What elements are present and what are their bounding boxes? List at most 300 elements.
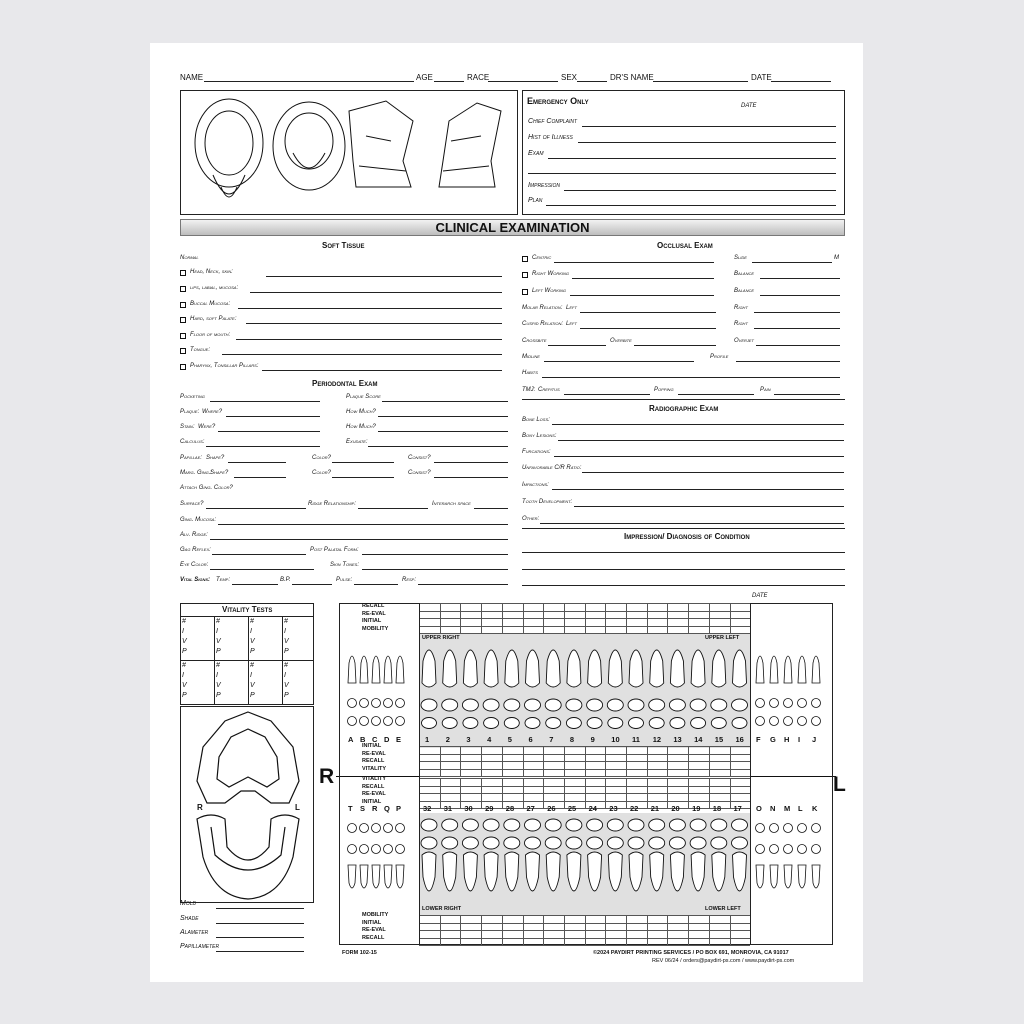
soft-tissue-checkbox[interactable] [180,302,186,308]
vitality-mark: I [216,672,218,679]
impression-label: Impression [528,182,560,189]
vitality-mark: I [182,672,184,679]
upper-tooth-lingual-icon [504,718,519,729]
upper-tooth-lingual-icon [608,718,623,729]
calculus-label: Calculus: [180,439,205,445]
radiographic-field[interactable] [574,506,844,507]
primary-lower-right-letter[interactable]: T [348,804,353,813]
mid-rows-lower-label: VITALITY [362,776,387,782]
chart-grid-col [626,778,627,808]
vitality-mark: I [182,628,184,635]
upper-tooth-side-icon [608,650,622,687]
upper-tooth-lingual-icon [711,718,726,729]
radiographic-field[interactable] [552,424,844,425]
soft-tissue-field[interactable] [250,292,502,293]
vitality-mark: P [250,648,255,655]
vitality-column-rule [248,616,249,705]
vitality-column-rule [214,616,215,705]
lower-tooth-number[interactable]: 25 [567,804,577,813]
radiographic-field[interactable] [540,523,844,524]
papillae-color-label: Color? [312,455,332,461]
marg-ging-shape-label: Shape? [210,470,229,476]
skin-tones-label: Skin Tones: [330,562,360,568]
periodontal-title: Periodontal Exam [312,379,378,388]
lower-tooth-occlusal-icon [628,837,644,849]
crossbite-label: Crossbite [522,338,547,344]
lower-tooth-facial-icon [669,819,685,831]
arch-r-label: R [197,803,203,812]
big-r-label: R [319,765,335,788]
soft-tissue-label: Tongue: [190,347,210,353]
chart-grid-col [481,603,482,633]
chart-grid-col [502,915,503,945]
date-label: DATE [751,73,772,82]
soft-tissue-label: Pharynx, Tonsillar Pillars: [190,363,259,369]
left-working-label: Left Working [532,288,567,294]
chart-grid-col [585,746,586,776]
primary-upper-occlusal-icon [798,699,807,708]
lower-tooth-facial-icon [649,819,665,831]
publisher-contact: REV 06/24 / orders@paydirt-ps.com / www.paydirt-ps.com [652,958,795,964]
vitality-mark: P [284,648,289,655]
chart-grid-col [481,915,482,945]
molar-relation-label: Molar Relation: [522,305,563,311]
primary-lower-left-letter[interactable]: K [812,804,818,813]
lower-tooth-number[interactable]: 31 [443,804,453,813]
upper-tooth-lingual-icon [649,718,664,729]
chart-grid-col [626,603,627,633]
lower-tooth-side-icon [712,852,726,891]
popping-label: Popping [654,387,674,393]
upper-tooth-occlusal-icon [525,699,541,711]
vitality-mark: # [284,662,288,669]
upper-tooth-number[interactable]: 3 [466,735,471,744]
lower-tooth-occlusal-icon [607,837,623,849]
age-label: AGE [416,73,433,82]
upper-tooth-occlusal-icon [483,699,499,711]
upper-tooth-occlusal-icon [587,699,603,711]
chart-grid-col [585,778,586,808]
marg-ging-label: Marg. Ging.: [180,470,213,476]
upper-tooth-number[interactable]: 4 [487,735,492,744]
upper-tooth-number[interactable]: 7 [549,735,554,744]
upper-rows-label: MOBILITY [362,625,389,632]
upper-tooth-side-icon [463,650,477,687]
chart-grid-col [564,778,565,808]
upper-tooth-number[interactable]: 8 [569,735,575,744]
soft-tissue-checkbox[interactable] [180,270,186,276]
vitality-mark: V [182,682,187,689]
cuspid-right-label: Right [734,321,748,327]
primary-lower-left-letter[interactable]: M [784,804,791,813]
chart-grid-col [688,915,689,945]
dr-name-label: DR'S NAME [610,73,654,82]
vitality-mark: P [216,648,221,655]
vitality-mark: P [182,692,187,699]
pocketing-label: Pocketing [180,394,205,400]
tmj-label: TMJ: [522,387,536,393]
chart-grid-col [543,603,544,633]
lower-tooth-side-icon [691,852,705,891]
soft-tissue-checkbox[interactable] [180,348,186,354]
chart-grid-col [460,915,461,945]
primary-upper-left-letter[interactable]: H [784,735,790,744]
upper-tooth-lingual-icon [442,718,457,729]
primary-upper-occlusal-icon [396,699,405,708]
upper-tooth-number[interactable]: 15 [714,735,724,744]
lower-tooth-number[interactable]: 22 [630,804,639,813]
lower-tooth-side-icon [650,852,664,891]
lower-tooth-number[interactable]: 28 [505,804,515,813]
upper-tooth-side-icon [443,650,457,687]
lower-tooth-number[interactable]: 20 [671,804,680,813]
chart-right-rule [750,603,751,945]
chart-grid-col [502,603,503,633]
lower-tooth-occlusal-icon [525,837,541,849]
sex-label: SEX [561,73,578,82]
upper-tooth-lingual-icon [484,718,499,729]
chart-grid-col [647,603,648,633]
radiographic-field[interactable] [552,489,844,490]
lower-tooth-number[interactable]: 24 [588,804,597,813]
primary-lower-right-letter[interactable]: S [360,804,366,813]
vitality-mark: V [182,638,187,645]
lower-tooth-side-icon [546,852,560,891]
bp-label: B.P. [280,577,291,583]
lower-tooth-facial-icon [483,819,499,831]
cuspid-left-label: Left [566,321,577,327]
lower-tooth-number[interactable]: 18 [712,804,722,813]
chart-grid-col [440,915,441,945]
denture-field[interactable] [216,923,304,924]
chart-grid-col [709,603,710,633]
radiographic-label: Other: [522,516,540,522]
primary-lower-tooth-icon [348,865,356,888]
upper-tooth-lingual-icon [587,718,602,729]
upper-tooth-number[interactable]: 2 [445,735,450,744]
primary-lower-tooth-icon [812,865,820,888]
soft-tissue-checkbox[interactable] [180,364,186,370]
chart-grid-col [626,746,627,776]
lower-tooth-number[interactable]: 32 [423,804,432,813]
primary-lower-right-letter[interactable]: P [396,804,402,813]
vitality-mark: # [250,618,254,625]
upper-tooth-lingual-icon [463,718,478,729]
lower-tooth-facial-icon [587,819,603,831]
primary-lower-tooth-icon [756,865,764,888]
primary-lower-left-letter[interactable]: L [798,804,803,813]
radiographic-field[interactable] [582,472,844,473]
upper-rows-label: INITIAL [362,618,382,624]
primary-upper-right-letter[interactable]: B [360,735,366,744]
upper-tooth-side-icon [650,650,664,687]
lower-tooth-number[interactable]: 27 [526,804,535,813]
primary-lower-right-letter[interactable]: R [372,804,378,813]
upper-tooth-number[interactable]: 10 [611,735,620,744]
primary-upper-left-letter[interactable]: I [798,735,801,744]
pulse-label: Pulse: [336,577,353,583]
lower-tooth-number[interactable]: 21 [650,804,660,813]
lower-tooth-number[interactable]: 23 [609,804,618,813]
soft-tissue-checkbox[interactable] [180,333,186,339]
arch-l-label: L [295,803,300,812]
lower-tooth-occlusal-icon [504,837,520,849]
vitality-mark: # [284,618,288,625]
radiographic-label: Bone Loss: [522,417,550,423]
chart-grid-row [419,633,750,634]
denture-field[interactable] [216,937,304,938]
chart-grid-col [667,603,668,633]
form-number: FORM 102-15 [342,950,377,956]
molar-right-label: Right [734,305,748,311]
primary-lower-facial-icon [812,824,821,833]
post-palatal-label: Post Palatal Form: [310,547,359,553]
soft-tissue-field[interactable] [236,339,502,340]
primary-upper-right-letter[interactable]: C [372,735,378,744]
emergency-title: Emergency Only [527,96,589,106]
primary-lower-occlusal-icon [348,845,357,854]
lower-tooth-occlusal-icon [566,837,582,849]
chart-grid-col [730,746,731,776]
chart-grid-col [523,746,524,776]
plan-label: Plan [528,197,543,204]
impression-diagnosis-title: Impression/ Diagnosis of Condition [624,532,750,541]
lower-tooth-side-icon [443,852,457,891]
upper-tooth-number[interactable]: 13 [673,735,682,744]
chart-grid-col [543,915,544,945]
lower-tooth-facial-icon [628,819,644,831]
lower-tooth-number[interactable]: 30 [464,804,473,813]
lower-tooth-occlusal-icon [442,837,458,849]
ridge-relationship-label: Ridge Relationship: [308,501,356,507]
exam-label: Exam [528,150,544,157]
primary-upper-occlusal-icon [756,699,765,708]
soft-tissue-field[interactable] [262,370,502,371]
chief-complaint-label: Chief Complaint [528,118,578,125]
primary-upper-left-letter[interactable]: F [756,735,761,744]
upper-tooth-number[interactable]: 14 [694,735,703,744]
lower-tooth-side-icon [588,852,602,891]
chart-grid-col [502,778,503,808]
radiographic-label: Impactions: [522,482,549,488]
mid-rows-upper-label: VITALITY [362,765,387,772]
upper-tooth-number[interactable]: 11 [632,735,640,744]
upper-tooth-lingual-icon [629,718,644,729]
primary-lower-facial-icon [384,824,393,833]
upper-tooth-lingual-icon [546,718,561,729]
teeth-diagram [150,43,863,982]
primary-lower-tooth-icon [384,865,392,888]
upper-tooth-lingual-icon [525,718,540,729]
primary-upper-right-letter[interactable]: A [348,735,354,744]
gag-reflex-label: Gag Reflex: [180,547,211,553]
chart-grid-col [460,746,461,776]
lower-tooth-facial-icon [545,819,561,831]
plaque-how-much-label: How Much? [346,409,376,415]
vitality-mark: V [250,682,255,689]
soft-tissue-checkbox[interactable] [180,317,186,323]
radiographic-field[interactable] [558,440,844,441]
vitality-mark: V [284,682,289,689]
chart-grid-col [564,915,565,945]
soft-tissue-field[interactable] [266,276,502,277]
primary-upper-tooth-icon [756,656,764,683]
chart-grid-col [543,778,544,808]
lower-left-label: LOWER LEFT [705,906,741,912]
primary-lower-left-letter[interactable]: N [770,804,776,813]
upper-tooth-number[interactable]: 1 [425,735,430,744]
lower-rows-label: MOBILITY [362,912,389,918]
primary-lower-occlusal-icon [770,845,779,854]
lower-tooth-side-icon [608,852,622,891]
chart-grid-col [523,778,524,808]
vitality-mark: V [284,638,289,645]
lower-tooth-side-icon [567,852,581,891]
lower-tooth-side-icon [670,852,684,891]
upper-tooth-side-icon [733,650,747,687]
vitality-mark: P [284,692,289,699]
mid-rows-upper-label: RECALL [362,758,385,764]
primary-upper-right-letter[interactable]: E [396,735,402,744]
pain-label: Pain [760,387,771,393]
primary-lower-facial-icon [784,824,793,833]
primary-lower-tooth-icon [798,865,806,888]
upper-tooth-number[interactable]: 6 [528,735,533,744]
denture-label: Alameter [180,929,209,936]
chart-grid-row [419,945,750,946]
chart-grid-col [709,746,710,776]
lower-tooth-occlusal-icon [669,837,685,849]
primary-lower-facial-icon [798,824,807,833]
lower-tooth-facial-icon [566,819,582,831]
mid-rows-lower-label: INITIAL [362,798,382,805]
upper-tooth-side-icon [712,650,726,687]
upper-tooth-number[interactable]: 5 [507,735,512,744]
primary-upper-lingual-icon [396,717,405,726]
primary-lower-occlusal-icon [360,845,369,854]
chart-grid-col [667,746,668,776]
upper-tooth-occlusal-icon [442,699,458,711]
primary-upper-lingual-icon [348,717,357,726]
lower-tooth-side-icon [526,852,540,891]
chart-grid-col [730,778,731,808]
primary-upper-occlusal-icon [348,699,357,708]
soft-tissue-field[interactable] [238,308,502,309]
chart-grid-col [730,915,731,945]
chart-grid-col [523,603,524,633]
primary-lower-right-letter[interactable]: Q [384,804,390,813]
upper-tooth-occlusal-icon [462,699,478,711]
denture-field[interactable] [216,951,304,952]
chart-grid-col [605,915,606,945]
plaque-score-label: Plaque Score [346,394,381,400]
upper-tooth-number[interactable]: 16 [735,735,744,744]
cuspid-relation-label: Cuspid Relation: [522,321,564,327]
lower-tooth-facial-icon [462,819,478,831]
upper-tooth-side-icon [484,650,498,687]
primary-upper-lingual-icon [784,717,793,726]
crepitus-label: Crepitus [538,387,560,393]
lower-rows-label: RECALL [362,934,385,941]
denture-field[interactable] [216,908,304,909]
primary-lower-facial-icon [756,824,765,833]
soft-tissue-field[interactable] [246,323,502,324]
molar-left-label: Left [566,305,577,311]
upper-tooth-number[interactable]: 9 [590,735,595,744]
primary-upper-occlusal-icon [372,699,381,708]
radiographic-field[interactable] [554,456,844,457]
primary-upper-lingual-icon [384,717,393,726]
upper-tooth-number[interactable]: 12 [652,735,662,744]
lower-tooth-number[interactable]: 17 [733,804,742,813]
lower-tooth-occlusal-icon [483,837,499,849]
upper-tooth-side-icon [422,650,436,687]
chart-grid-col [626,915,627,945]
lower-tooth-side-icon [629,852,643,891]
vitality-mark: P [182,648,187,655]
radiographic-title: Radiographic Exam [649,404,719,413]
primary-upper-left-letter[interactable]: J [812,735,817,744]
chart-grid-col [605,746,606,776]
vitality-mark: # [182,618,186,625]
upper-rows-label: RECALL [362,603,385,609]
upper-rows-label: RE-EVAL [362,610,386,617]
upper-tooth-side-icon [505,650,519,687]
primary-lower-left-letter[interactable]: O [756,804,762,813]
chart-grid-col [709,778,710,808]
normal-label: Normal [180,255,199,261]
lower-tooth-number[interactable]: 29 [485,804,494,813]
primary-upper-lingual-icon [770,717,779,726]
lower-tooth-number[interactable]: 26 [547,804,556,813]
attach-ging-label: Attach Ging. Color? [180,485,233,491]
upper-tooth-side-icon [629,650,643,687]
upper-tooth-occlusal-icon [628,699,644,711]
chart-grid-col [585,915,586,945]
soft-tissue-field[interactable] [222,354,502,355]
primary-lower-occlusal-icon [384,845,393,854]
soft-tissue-label: Floor of mouth: [190,332,231,338]
lower-tooth-number[interactable]: 19 [692,804,701,813]
primary-upper-right-letter[interactable]: D [384,735,390,744]
primary-lower-tooth-icon [396,865,404,888]
exam-form-sheet [150,43,863,982]
resp-label: Resp: [402,577,417,583]
chart-grid-col [460,603,461,633]
vitality-mark: V [216,682,221,689]
upper-tooth-lingual-icon [422,718,437,729]
primary-upper-tooth-icon [360,656,368,683]
vitality-mark: I [216,628,218,635]
chart-grid-col [647,915,648,945]
stain-were-label: Were? [198,424,216,430]
primary-upper-tooth-icon [372,656,380,683]
papillae-consist-label: Consist? [408,455,431,461]
upper-tooth-lingual-icon [566,718,581,729]
slide-m-label: M [834,255,839,261]
primary-upper-occlusal-icon [770,699,779,708]
vitality-column-rule [282,616,283,705]
surface-label: Surface? [180,501,204,507]
upper-tooth-occlusal-icon [690,699,706,711]
big-l-label: L [833,773,846,796]
primary-lower-facial-icon [360,824,369,833]
soft-tissue-checkbox[interactable] [180,286,186,292]
primary-lower-occlusal-icon [756,845,765,854]
lower-tooth-occlusal-icon [545,837,561,849]
primary-upper-left-letter[interactable]: G [770,735,776,744]
papillae-label: Papillae: [180,455,202,461]
